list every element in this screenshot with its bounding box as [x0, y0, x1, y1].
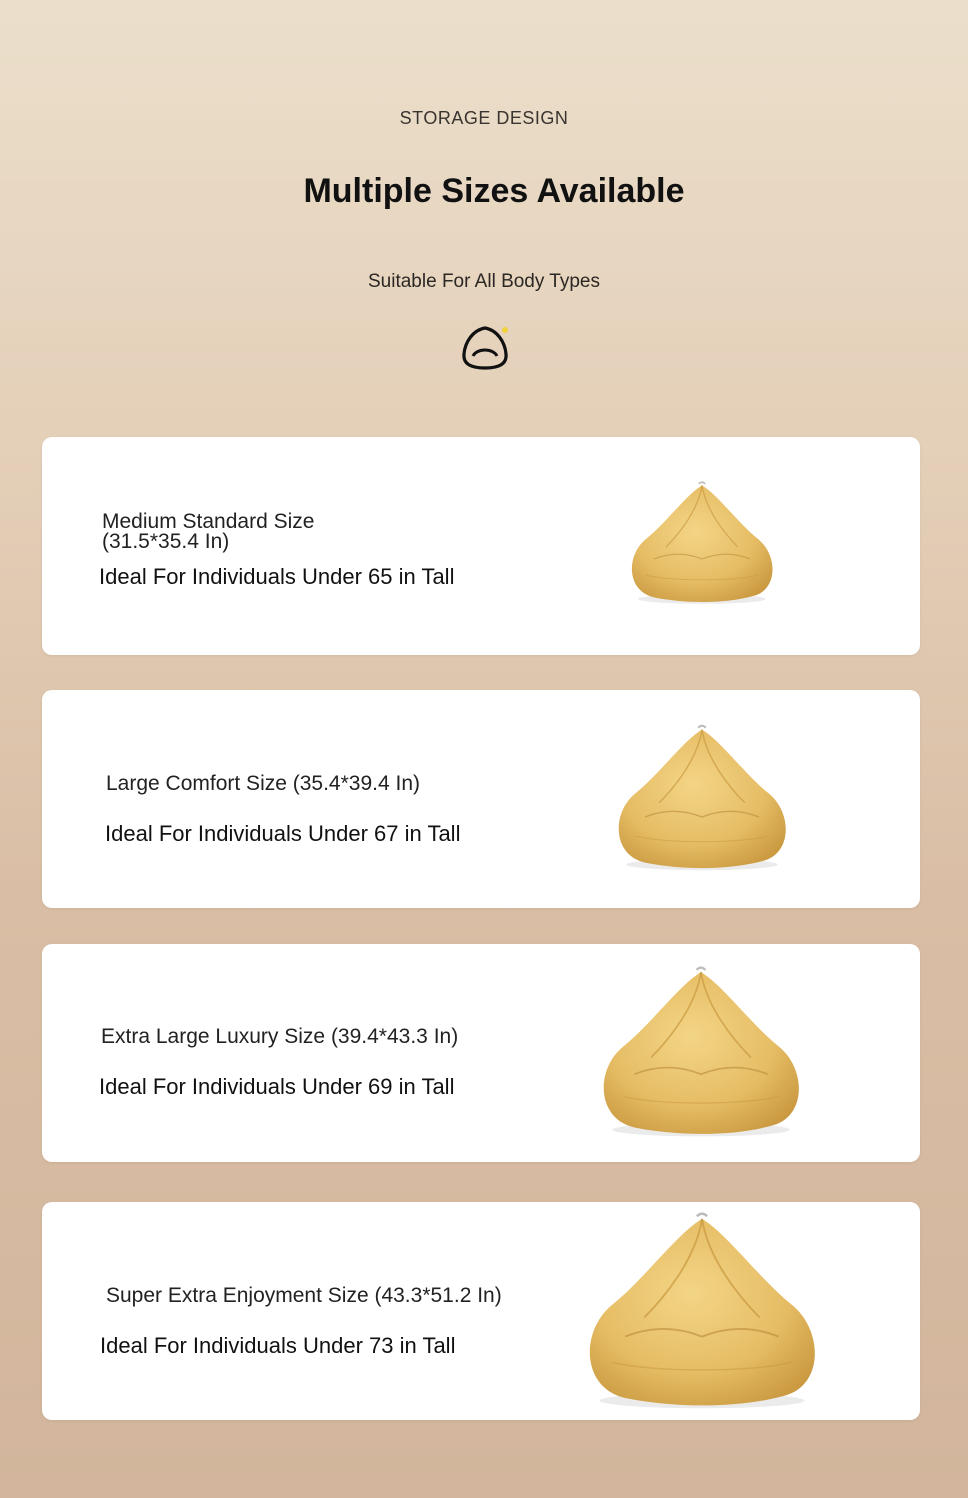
size-label-line2: (31.5*35.4 In) [102, 530, 230, 553]
size-card-large [42, 690, 920, 908]
ideal-height-label: Ideal For Individuals Under 69 in Tall [99, 1074, 455, 1099]
beanbag-image [622, 477, 782, 609]
subtitle: Suitable For All Body Types [368, 271, 600, 292]
eyebrow-label: STORAGE DESIGN [399, 108, 569, 128]
size-card-extra-large [42, 944, 920, 1162]
beanbag-image [574, 1204, 830, 1418]
ideal-height-label: Ideal For Individuals Under 73 in Tall [100, 1333, 456, 1358]
size-label: Super Extra Enjoyment Size (43.3*51.2 In) [106, 1284, 502, 1307]
size-label [102, 512, 314, 552]
page-title: Multiple Sizes Available [303, 172, 685, 210]
size-card-super-extra [42, 1202, 920, 1420]
beanbag-image [590, 958, 812, 1146]
size-label: Large Comfort Size (35.4*39.4 In) [106, 772, 420, 795]
ideal-height-label: Ideal For Individuals Under 65 in Tall [99, 564, 455, 589]
beanbag-image [607, 718, 797, 878]
ideal-height-label: Ideal For Individuals Under 67 in Tall [105, 821, 461, 846]
size-label: Extra Large Luxury Size (39.4*43.3 In) [101, 1025, 459, 1048]
size-card-medium [42, 437, 920, 655]
size-label-line1: Medium Standard Size [102, 510, 315, 533]
beanbag-outline-icon [459, 322, 515, 374]
